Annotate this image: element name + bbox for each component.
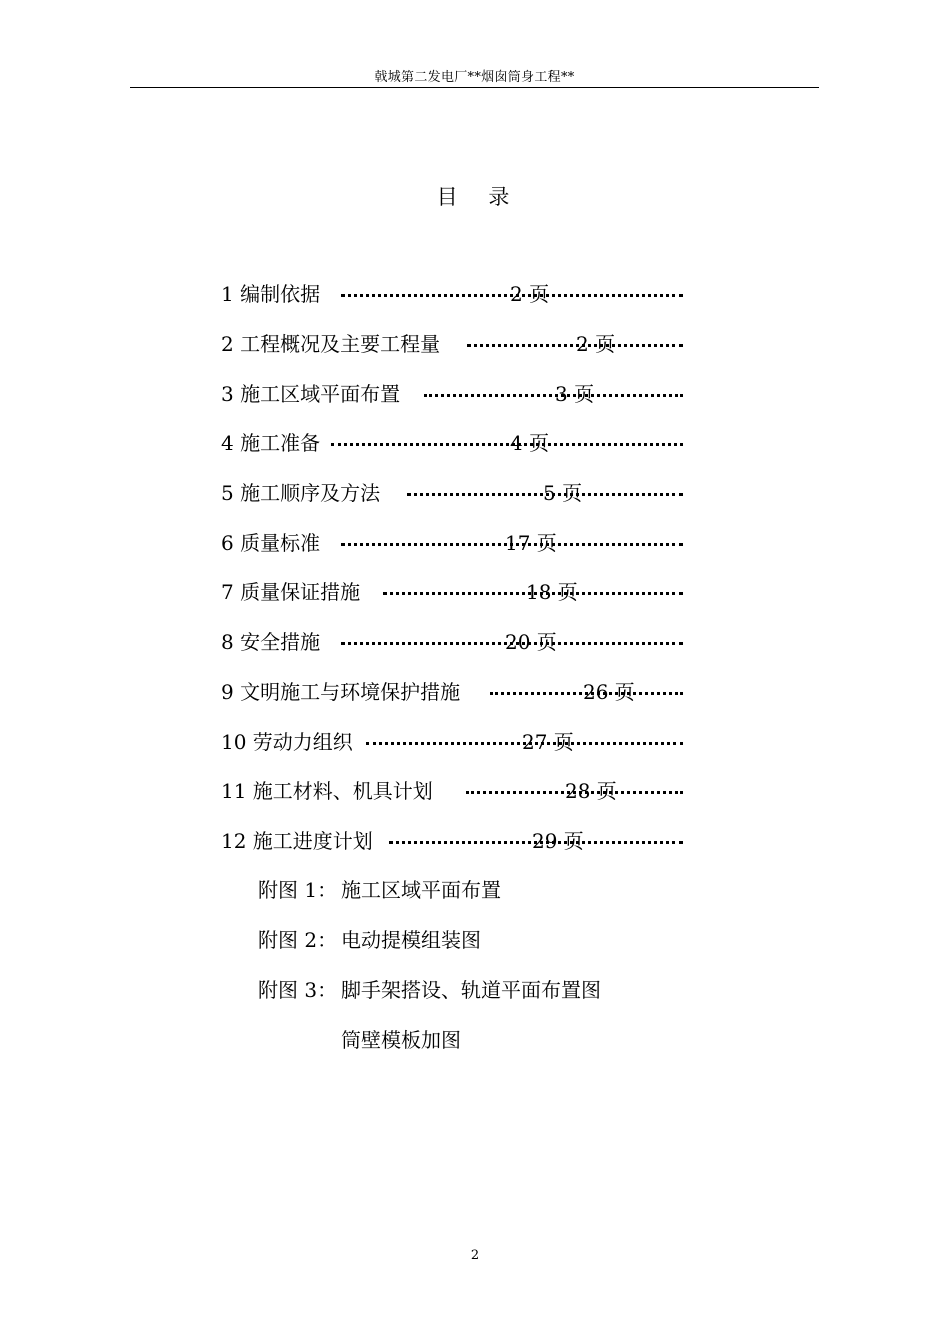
running-header: 戟城第二发电厂**烟囱筒身工程** — [374, 70, 575, 85]
toc-entry-page: 5 页 — [543, 481, 583, 505]
toc-entry-label: 9 文明施工与环境保护措施 — [221, 680, 461, 704]
page-number: 2 — [470, 1248, 480, 1263]
appendix-label: 附图 2： — [258, 928, 338, 952]
toc-entry-page: 3 页 — [555, 382, 595, 406]
toc-entry-label: 1 编制依据 — [221, 282, 321, 306]
header-rule — [130, 87, 819, 88]
appendix-title[interactable]: 筒壁模板加图 — [341, 1028, 461, 1052]
toc-entry-page: 4 页 — [510, 431, 550, 455]
appendix-label: 附图 3： — [258, 978, 338, 1002]
toc-entry-label: 7 质量保证措施 — [221, 580, 361, 604]
appendix-title[interactable]: 电动提模组装图 — [341, 928, 481, 952]
toc-entry-page: 18 页 — [526, 580, 578, 604]
toc-entry-page: 27 页 — [522, 730, 574, 754]
toc-entry-label: 3 施工区域平面布置 — [221, 382, 401, 406]
appendix-label: 附图 1： — [258, 878, 338, 902]
toc-entry-page: 29 页 — [532, 829, 584, 853]
toc-entry-page: 17 页 — [505, 531, 557, 555]
toc-entry-page: 2 页 — [576, 332, 616, 356]
toc-leader-dots — [424, 394, 683, 397]
toc-leader-dots — [331, 443, 683, 446]
toc-entry-page: 2 页 — [510, 282, 550, 306]
toc-entry-label: 11 施工材料、机具计划 — [221, 779, 433, 803]
toc-entry-label: 12 施工进度计划 — [221, 829, 373, 853]
toc-entry-page: 26 页 — [583, 680, 635, 704]
toc-entry-label: 4 施工准备 — [221, 431, 321, 455]
toc-entry-label: 10 劳动力组织 — [221, 730, 353, 754]
appendix-title[interactable]: 施工区域平面布置 — [341, 878, 501, 902]
toc-leader-dots — [467, 344, 683, 347]
appendix-title[interactable]: 脚手架搭设、轨道平面布置图 — [341, 978, 601, 1002]
toc-entry-page: 20 页 — [505, 630, 557, 654]
toc-entry-label: 6 质量标准 — [221, 531, 321, 555]
toc-entry-label: 2 工程概况及主要工程量 — [221, 332, 441, 356]
toc-entry-label: 5 施工顺序及方法 — [221, 481, 381, 505]
toc-entry-page: 28 页 — [565, 779, 617, 803]
toc-title: 目 录 — [436, 185, 522, 209]
toc-entry-label: 8 安全措施 — [221, 630, 321, 654]
